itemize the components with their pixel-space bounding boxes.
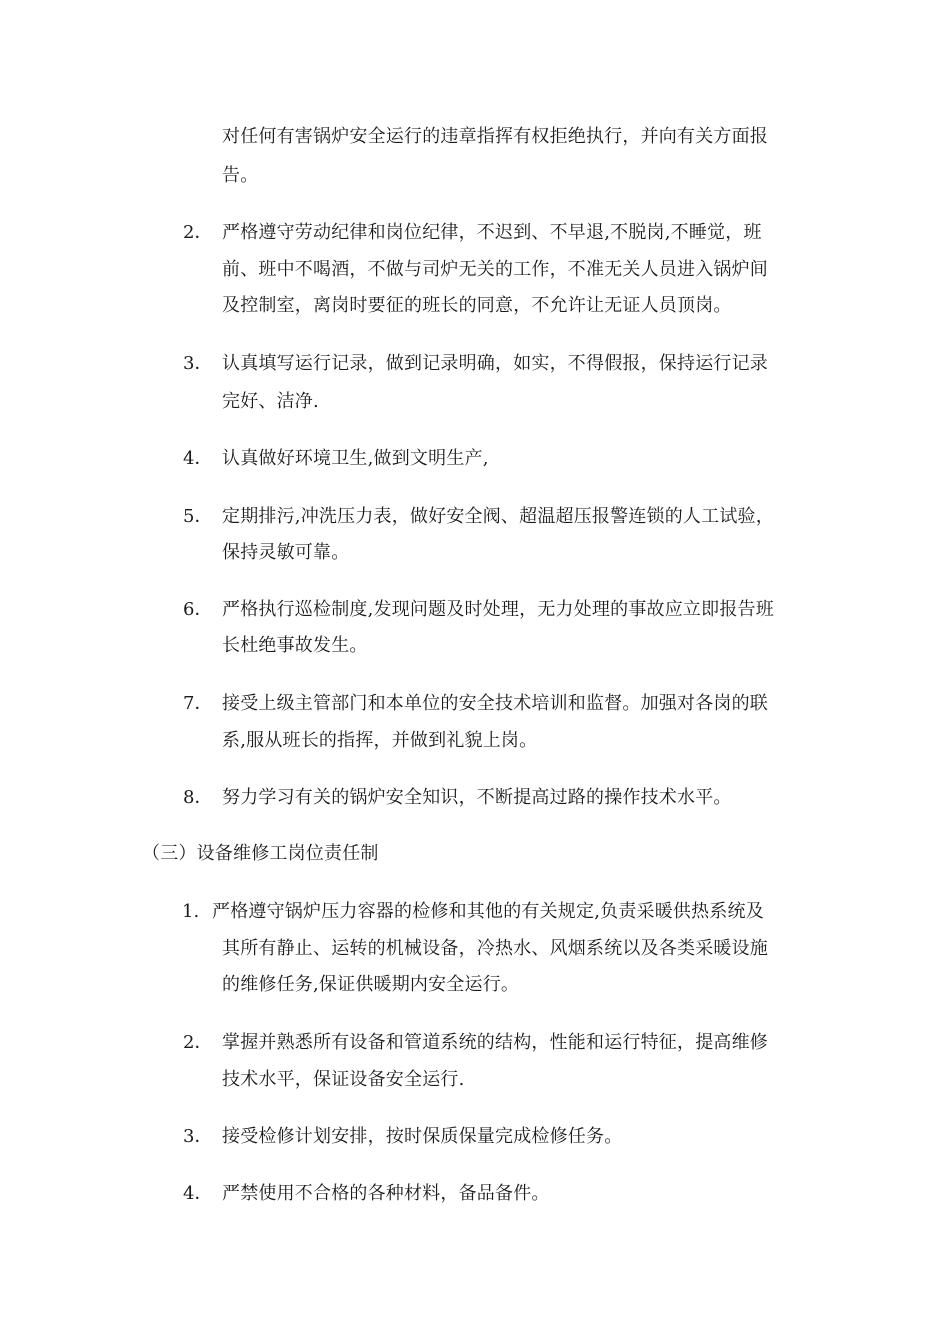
list-item-line: 严格执行巡检制度,发现问题及时处理，无力处理的事故应立即报告班: [222, 599, 774, 620]
list-item-number: 4．: [183, 1183, 213, 1204]
list-item-line: 认真做好环境卫生,做到文明生产,: [222, 448, 489, 469]
list-item-line: 及控制室，离岗时要征的班长的同意，不允许让无证人员顶岗。: [222, 295, 732, 316]
list-item-line: 接受检修计划安排，按时保质保量完成检修任务。: [222, 1126, 623, 1147]
list-item-number: 5．: [183, 506, 213, 527]
list-item-line: 的维修任务,保证供暖期内安全运行。: [222, 974, 520, 995]
list-item-line: 努力学习有关的锅炉安全知识，不断提高过路的操作技术水平。: [222, 787, 732, 808]
list-item-line: 前、班中不喝酒，不做与司炉无关的工作，不准无关人员进入锅炉间: [222, 259, 768, 280]
continuation-line-1: 对任何有害锅炉安全运行的违章指挥有权拒绝执行，并向有关方面报: [222, 126, 768, 147]
list-item-line: 技术水平，保证设备安全运行.: [222, 1069, 465, 1090]
section-heading: （三）设备维修工岗位责任制: [142, 843, 379, 864]
continuation-line-2: 告。: [222, 165, 259, 186]
list-item-line: 接受上级主管部门和本单位的安全技术培训和监督。加强对各岗的联: [222, 693, 768, 714]
list-item-number: 2．: [183, 222, 213, 243]
list-item-line: 严格遵守劳动纪律和岗位纪律，不迟到、不早退,不脱岗,不睡觉，班: [222, 222, 762, 243]
list-item-line: 长杜绝事故发生。: [222, 635, 368, 656]
list-item-line: 认真填写运行记录，做到记录明确，如实，不得假报，保持运行记录: [222, 353, 768, 374]
list-item-number: 1.: [182, 901, 200, 922]
list-item-line: 掌握并熟悉所有设备和管道系统的结构，性能和运行特征，提高维修: [222, 1032, 768, 1053]
list-item-line: 严格遵守锅炉压力容器的检修和其他的有关规定,负责采暖供热系统及: [212, 901, 764, 922]
list-item-number: 6．: [183, 599, 213, 620]
list-item-number: 3．: [183, 1126, 213, 1147]
list-item-line: 严禁使用不合格的各种材料，备品备件。: [222, 1183, 550, 1204]
list-item-line: 定期排污,冲洗压力表，做好安全阀、超温超压报警连锁的人工试验，: [222, 506, 774, 527]
list-item-line: 完好、洁净.: [222, 391, 319, 412]
list-item-number: 2．: [183, 1032, 213, 1053]
list-item-line: 系,服从班长的指挥，并做到礼貌上岗。: [222, 730, 538, 751]
list-item-number: 4．: [183, 448, 213, 469]
list-item-line: 保持灵敏可靠。: [222, 542, 350, 563]
list-item-number: 3．: [183, 353, 213, 374]
list-item-number: 8．: [183, 787, 213, 808]
list-item-number: 7．: [183, 693, 213, 714]
list-item-line: 其所有静止、运转的机械设备，冷热水、风烟系统以及各类采暖设施: [222, 938, 768, 959]
